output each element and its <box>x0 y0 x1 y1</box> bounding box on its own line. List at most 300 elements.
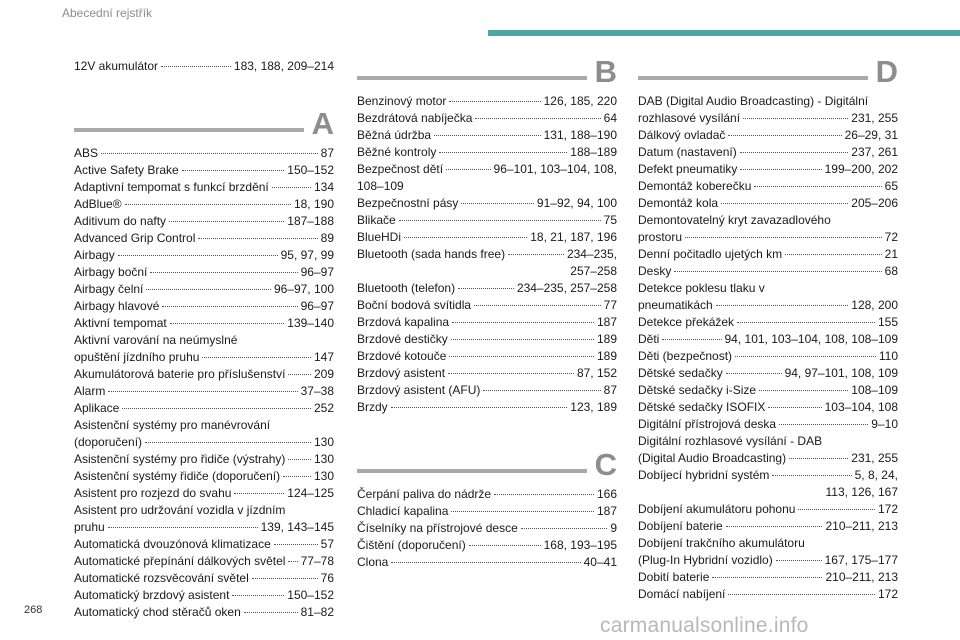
entry-pages: 130 <box>313 435 334 449</box>
index-entry <box>74 264 334 281</box>
index-entry <box>74 553 334 570</box>
index-entry <box>357 229 617 246</box>
index-entry <box>74 468 334 485</box>
entry-line <box>357 537 617 554</box>
entry-pages: 155 <box>877 315 898 329</box>
dot-leader <box>283 476 311 477</box>
index-entry <box>357 331 617 348</box>
entry-pages: 124–125 <box>287 486 334 500</box>
entry-term: Brzdový asistent (AFU) <box>357 383 481 397</box>
entry-term: Aditivum do nafty <box>74 214 167 228</box>
entry-pages: 87 <box>320 146 334 160</box>
entry-term: Advanced Grip Control <box>74 231 196 245</box>
entry-term: Akumulátorová baterie pro příslušenství <box>74 367 286 381</box>
entry-pages: 65 <box>884 179 898 193</box>
index-entry <box>638 365 898 382</box>
entry-term: Aktivní tempomat <box>74 316 167 330</box>
entry-pages: 231, 255 <box>851 111 898 125</box>
entry-line <box>357 110 617 127</box>
entry-term: Brzdy <box>357 400 388 414</box>
watermark: carmanualsonline.info <box>600 614 809 637</box>
entry-pages: 189 <box>596 332 617 346</box>
index-entry <box>357 110 617 127</box>
entry-line <box>74 604 334 621</box>
entry-line <box>74 264 334 281</box>
dot-leader <box>785 254 882 255</box>
entry-pages: 94, 97–101, 108, 109 <box>784 366 898 380</box>
index-entry <box>74 145 334 162</box>
entry-pages: 252 <box>313 401 334 415</box>
index-entry <box>74 332 334 366</box>
index-entry <box>357 93 617 110</box>
index-column-3 <box>638 55 898 603</box>
section-divider <box>638 76 868 80</box>
entry-line <box>638 110 898 127</box>
entry-term: BlueHDi <box>357 230 402 244</box>
entry-term: Dobíjení baterie <box>638 519 723 533</box>
entry-term: Dobití baterie <box>638 570 710 584</box>
entry-pages: 64 <box>603 111 617 125</box>
index-entry <box>74 536 334 553</box>
index-entry <box>357 399 617 416</box>
entry-pages: 172 <box>877 587 898 601</box>
index-entry <box>74 230 334 247</box>
index-entry <box>74 451 334 468</box>
entry-pages: 205–206 <box>851 196 898 210</box>
dot-leader <box>726 526 823 527</box>
entry-line <box>74 536 334 553</box>
entry-term: Brzdové destičky <box>357 332 448 346</box>
entry-pages: 150–152 <box>287 163 334 177</box>
entry-term: (doporučení) <box>74 435 143 449</box>
entry-line <box>357 229 617 246</box>
entry-term: Dětské sedačky <box>638 366 723 380</box>
entry-pages: 96–101, 103–104, 108, <box>493 162 617 176</box>
entry-pages: 234–235, <box>566 247 617 261</box>
entry-pages: 210–211, 213 <box>825 570 898 584</box>
index-entry <box>74 604 334 621</box>
index-entry <box>638 246 898 263</box>
index-column-2 <box>357 55 617 571</box>
index-entry <box>357 365 617 382</box>
section-divider <box>74 128 304 132</box>
entry-term: Aplikace <box>74 401 120 415</box>
entry-pages: 18, 190 <box>293 197 334 211</box>
index-entry <box>357 486 617 503</box>
entry-term-line: Detekce poklesu tlaku v <box>638 281 765 295</box>
dot-leader <box>434 135 541 136</box>
dot-leader <box>475 118 600 119</box>
dot-leader <box>494 494 594 495</box>
entry-pages: 18, 21, 187, 196 <box>530 230 617 244</box>
entry-line <box>638 399 898 416</box>
entry-term: Detekce překážek <box>638 315 735 329</box>
entry-line <box>357 314 617 331</box>
index-entry <box>74 400 334 417</box>
entry-line <box>638 229 898 246</box>
dot-leader <box>101 153 318 154</box>
index-entry <box>357 280 617 297</box>
index-entry <box>357 144 617 161</box>
index-entry <box>74 485 334 502</box>
entry-line <box>74 553 334 570</box>
entry-term: Active Safety Brake <box>74 163 179 177</box>
dot-leader <box>759 390 848 391</box>
entry-pages: 87, 152 <box>576 366 617 380</box>
entry-term-line: Asistenční systémy pro manévrování <box>74 418 271 432</box>
dot-leader <box>288 459 311 460</box>
dot-leader <box>451 511 594 512</box>
dot-leader <box>391 562 580 563</box>
entry-term: Airbagy hlavové <box>74 299 160 313</box>
dot-leader <box>779 424 868 425</box>
dot-leader <box>728 135 841 136</box>
entry-line <box>74 315 334 332</box>
entry-line <box>74 213 334 230</box>
page-number: 268 <box>24 604 43 616</box>
entry-pages: 172 <box>877 502 898 516</box>
entry-pages: 134 <box>313 180 334 194</box>
index-entry <box>638 382 898 399</box>
entry-line <box>74 519 334 536</box>
entry-pages: 68 <box>884 264 898 278</box>
entry-term: Airbagy čelní <box>74 282 144 296</box>
entry-pages: 189 <box>596 349 617 363</box>
index-entry <box>638 467 898 501</box>
dot-leader <box>772 475 851 476</box>
index-entry <box>74 58 334 75</box>
entry-term-line: Asistent pro udržování vozidla v jízdním <box>74 503 286 517</box>
index-entry <box>357 348 617 365</box>
dot-leader <box>108 391 297 392</box>
index-entry <box>638 586 898 603</box>
entry-line <box>357 348 617 365</box>
index-entry <box>357 127 617 144</box>
dot-leader <box>754 186 881 187</box>
dot-leader <box>474 305 601 306</box>
entry-line <box>638 297 898 314</box>
entry-pages: 187 <box>596 504 617 518</box>
index-entry <box>74 587 334 604</box>
entry-term: Bezpečnost dětí <box>357 162 444 176</box>
entry-term: Běžné kontroly <box>357 145 437 159</box>
entry-term-line: Aktivní varování na neúmyslné <box>74 333 238 347</box>
entry-term: Brzdový asistent <box>357 366 446 380</box>
section-letter: B <box>594 54 617 89</box>
entry-pages: 96–97 <box>300 265 334 279</box>
entry-line <box>74 281 334 298</box>
entry-line <box>638 178 898 195</box>
dot-leader <box>182 170 285 171</box>
entry-term: Dálkový ovladač <box>638 128 726 142</box>
index-entry <box>74 298 334 315</box>
entry-line <box>357 212 617 229</box>
entry-pages: 37–38 <box>300 384 334 398</box>
entry-term: Automatický brzdový asistent <box>74 588 230 602</box>
letter-section-header <box>357 448 617 486</box>
dot-leader <box>244 612 298 613</box>
dot-leader <box>202 357 311 358</box>
letter-section-header <box>74 107 334 145</box>
running-title: Abecední rejstřík <box>62 6 153 20</box>
entry-line <box>74 230 334 247</box>
dot-leader <box>521 528 608 529</box>
entry-pages: 72 <box>884 230 898 244</box>
index-entry <box>638 161 898 178</box>
entry-pages: 26–29, 31 <box>844 128 898 142</box>
entry-term: Datum (nastavení) <box>638 145 737 159</box>
entry-term: Brzdové kotouče <box>357 349 447 363</box>
entry-line <box>357 486 617 503</box>
section-letter: C <box>594 447 617 482</box>
index-entry <box>74 383 334 400</box>
entry-term-line: Dobíjení trakčního akumulátoru <box>638 536 805 550</box>
index-entry <box>74 417 334 451</box>
entry-line <box>638 569 898 586</box>
entry-line <box>74 298 334 315</box>
entry-line <box>357 503 617 520</box>
dot-leader <box>125 204 291 205</box>
dot-leader <box>451 339 594 340</box>
entry-pages: 131, 188–190 <box>543 128 617 142</box>
index-entry <box>638 144 898 161</box>
entry-term: Bezpečnostní pásy <box>357 196 459 210</box>
entry-pages: 5, 8, 24, <box>854 468 898 482</box>
entry-term-line: Digitální rozhlasové vysílání - DAB <box>638 434 823 448</box>
entry-term: Brzdová kapalina <box>357 315 450 329</box>
entry-pages: 9 <box>610 521 617 535</box>
entry-term: Automatická dvouzónová klimatizace <box>74 537 271 551</box>
index-entry <box>638 195 898 212</box>
entry-line <box>74 383 334 400</box>
entry-pages: 166 <box>596 487 617 501</box>
dot-leader <box>662 339 721 340</box>
index-entry <box>638 416 898 433</box>
entry-line <box>74 145 334 162</box>
entry-term: Defekt pneumatiky <box>638 162 738 176</box>
entry-line <box>357 297 617 314</box>
dot-leader <box>145 442 311 443</box>
entry-pages: 9–10 <box>871 417 898 431</box>
entry-term: Čerpání paliva do nádrže <box>357 487 492 501</box>
dot-leader <box>776 560 822 561</box>
entry-term: Automatické rozsvěcování světel <box>74 571 249 585</box>
dot-leader <box>150 272 297 273</box>
dot-leader <box>161 66 231 67</box>
dot-leader <box>737 322 875 323</box>
entry-line <box>74 468 334 485</box>
entry-pages: 77–78 <box>300 554 334 568</box>
entry-pages: 95, 97, 99 <box>280 248 334 262</box>
dot-leader <box>274 544 318 545</box>
entry-term: AdBlue® <box>74 197 122 211</box>
index-entry <box>638 127 898 144</box>
index-entry <box>74 366 334 383</box>
dot-leader <box>449 101 540 102</box>
dot-leader <box>452 322 594 323</box>
entry-pages: 96–97 <box>300 299 334 313</box>
entry-line <box>357 365 617 382</box>
header-accent-bar <box>488 30 960 36</box>
entry-line <box>357 331 617 348</box>
entry-term: Dětské sedačky ISOFIX <box>638 400 766 414</box>
entry-pages: 87 <box>603 383 617 397</box>
entry-line <box>638 161 898 178</box>
entry-pages: 126, 185, 220 <box>543 94 617 108</box>
entry-line <box>74 162 334 179</box>
dot-leader <box>234 493 284 494</box>
entry-pages: 199–200, 202 <box>824 162 898 176</box>
entry-pages-continued: 108–109 <box>357 179 404 193</box>
index-entry <box>638 263 898 280</box>
entry-term: Domácí nabíjení <box>638 587 726 601</box>
entry-line <box>638 127 898 144</box>
dot-leader <box>162 306 297 307</box>
index-entry <box>74 281 334 298</box>
entry-term: prostoru <box>638 230 683 244</box>
entry-line <box>74 196 334 213</box>
dot-leader <box>272 187 311 188</box>
entry-pages: 103–104, 108 <box>824 400 898 414</box>
entry-line <box>357 144 617 161</box>
dot-leader <box>146 289 271 290</box>
entry-pages: 210–211, 213 <box>825 519 898 533</box>
index-entry <box>638 348 898 365</box>
entry-line <box>638 552 898 569</box>
entry-term: pneumatikách <box>638 298 713 312</box>
entry-line <box>74 400 334 417</box>
dot-leader <box>439 152 567 153</box>
entry-term: Asistent pro rozjezd do svahu <box>74 486 232 500</box>
entry-line <box>357 127 617 144</box>
dot-leader <box>735 356 876 357</box>
dot-leader <box>448 373 574 374</box>
index-entry <box>74 213 334 230</box>
entry-term: Demontáž kola <box>638 196 719 210</box>
entry-pages: 168, 193–195 <box>543 538 617 552</box>
dot-leader <box>232 595 284 596</box>
entry-pages: 91–92, 94, 100 <box>536 196 617 210</box>
entry-term: Desky <box>638 264 672 278</box>
entry-term: Asistenční systémy pro řidiče (výstrahy) <box>74 452 286 466</box>
entry-pages: 110 <box>878 349 898 363</box>
index-entry <box>638 569 898 586</box>
index-entry <box>357 503 617 520</box>
dot-leader <box>449 356 594 357</box>
entry-line <box>74 247 334 264</box>
entry-pages: 21 <box>884 247 898 261</box>
entry-pages: 75 <box>603 213 617 227</box>
entry-line <box>638 365 898 382</box>
entry-term: Airbagy boční <box>74 265 148 279</box>
entry-line <box>74 349 334 366</box>
entry-pages: 123, 189 <box>570 400 617 414</box>
entry-pages: 77 <box>603 298 617 312</box>
index-entry <box>74 179 334 196</box>
dot-leader <box>728 594 875 595</box>
entry-pages: 94, 101, 103–104, 108, 108–109 <box>724 332 898 346</box>
entry-pages: 147 <box>313 350 334 364</box>
index-entry <box>357 246 617 280</box>
index-entry <box>357 212 617 229</box>
entry-line <box>74 434 334 451</box>
index-entry <box>638 93 898 127</box>
dot-leader <box>716 305 849 306</box>
entry-pages: 234–235, 257–258 <box>516 281 617 295</box>
entry-term: rozhlasové vysílání <box>638 111 741 125</box>
index-entry <box>74 315 334 332</box>
entry-term: Airbagy <box>74 248 115 262</box>
entry-pages-continued: 113, 126, 167 <box>825 485 898 499</box>
entry-term-line: DAB (Digital Audio Broadcasting) - Digitální <box>638 94 869 108</box>
entry-pages: 231, 255 <box>851 451 898 465</box>
entry-line <box>638 467 898 484</box>
entry-line <box>357 280 617 297</box>
dot-leader <box>169 221 284 222</box>
dot-leader <box>170 323 285 324</box>
index-entry <box>357 537 617 554</box>
entry-line <box>638 195 898 212</box>
section-divider <box>357 76 587 80</box>
entry-pages: 96–97, 100 <box>273 282 334 296</box>
dot-leader <box>740 152 849 153</box>
dot-leader <box>726 373 782 374</box>
index-entry <box>638 314 898 331</box>
entry-term: 12V akumulátor <box>74 59 159 73</box>
dot-leader <box>461 203 534 204</box>
index-entry <box>357 314 617 331</box>
dot-leader <box>288 561 297 562</box>
entry-line <box>357 520 617 537</box>
entry-term: Dobíjení akumulátoru pohonu <box>638 502 796 516</box>
dot-leader <box>508 254 564 255</box>
letter-section-header <box>638 55 898 93</box>
dot-leader <box>743 118 848 119</box>
index-entry <box>74 502 334 536</box>
entry-line <box>638 501 898 518</box>
entry-term: Demontáž koberečku <box>638 179 752 193</box>
entry-line <box>357 554 617 571</box>
entry-term: Denní počitadlo ujetých km <box>638 247 783 261</box>
entry-term: Clona <box>357 555 389 569</box>
entry-term: Blikače <box>357 213 396 227</box>
entry-line <box>357 246 617 263</box>
entry-line <box>638 382 898 399</box>
index-entry <box>357 161 617 195</box>
dot-leader <box>458 288 514 289</box>
letter-section-header <box>357 55 617 93</box>
entry-term: Digitální přístrojová deska <box>638 417 777 431</box>
entry-term: opuštění jízdního pruhu <box>74 350 200 364</box>
entry-term: Bluetooth (telefon) <box>357 281 456 295</box>
index-entry <box>74 247 334 264</box>
dot-leader <box>198 238 317 239</box>
entry-pages: 81–82 <box>300 605 334 619</box>
index-entry <box>638 178 898 195</box>
entry-pages: 187–188 <box>287 214 334 228</box>
entry-term: Adaptivní tempomat s funkcí brzdění <box>74 180 269 194</box>
entry-term: Čištění (doporučení) <box>357 538 466 552</box>
entry-term: Běžná údržba <box>357 128 432 142</box>
index-entry <box>357 382 617 399</box>
dot-leader <box>391 407 568 408</box>
entry-line <box>357 399 617 416</box>
entry-term: Dětské sedačky i-Size <box>638 383 757 397</box>
entry-line <box>74 179 334 196</box>
entry-pages: 209 <box>313 367 334 381</box>
entry-pages: 139, 143–145 <box>260 520 334 534</box>
entry-term: Alarm <box>74 384 106 398</box>
